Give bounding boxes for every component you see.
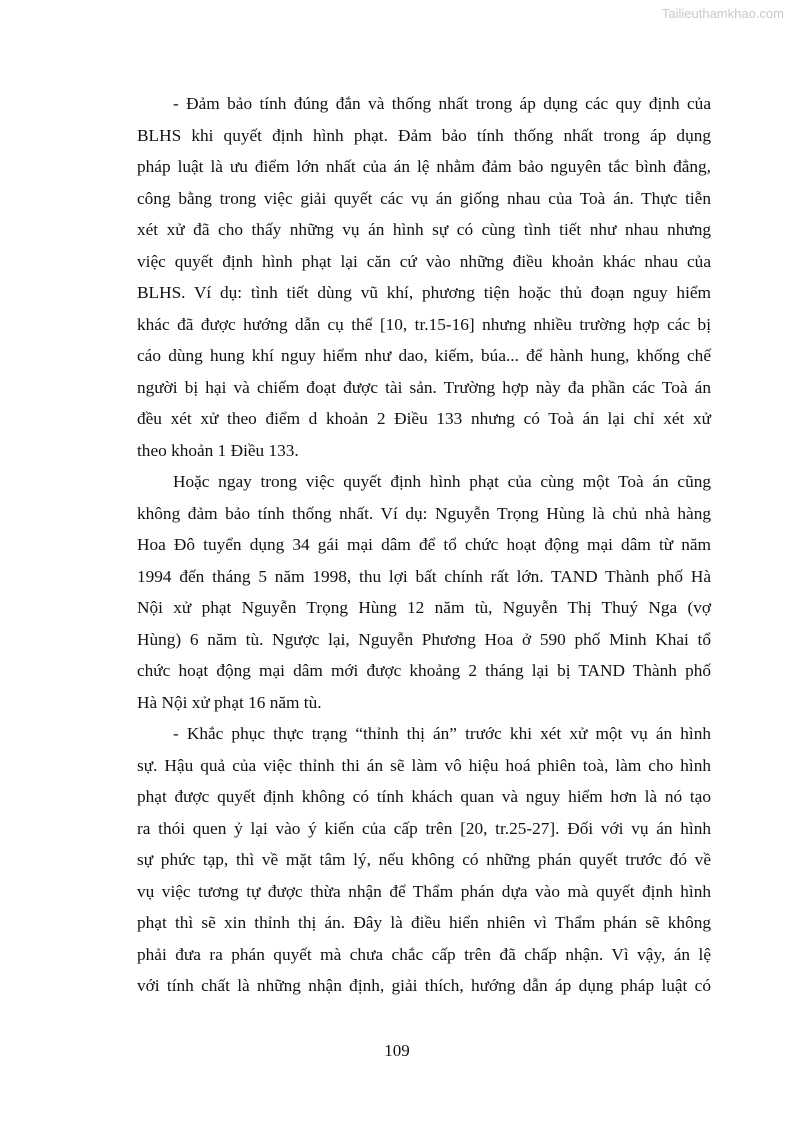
text-line: BLHS. Ví dụ: tình tiết dùng vũ khí, phương tiện hoặc thủ đoạn nguy hiểm xyxy=(137,283,711,302)
text-line: Hùng) 6 năm tù. Ngược lại, Nguyễn Phương Hoa ở 590 phố Minh Khai tổ xyxy=(137,629,711,649)
text-line: Hoa Đô tuyển dụng 34 gái mại dâm để tổ chức hoạt động mại dâm từ năm xyxy=(137,535,711,554)
text-line: Hoặc ngay trong việc quyết định hình phạt của cùng một Toà án cũng xyxy=(173,472,711,491)
text-line: người bị hại và chiếm đoạt được tài sản. Trường hợp này đa phần các Toà án xyxy=(137,377,711,397)
text-line: sự. Hậu quả của việc thỉnh thi án sẽ làm vô hiệu hoá phiên toà, làm cho hình xyxy=(137,755,711,775)
text-line: công bằng trong việc giải quyết các vụ án giống nhau của Toà án. Thực tiễn xyxy=(137,188,711,208)
text-line: khác đã được hướng dẫn cụ thể [10, tr.15-16] nhưng nhiều trường hợp các bị xyxy=(137,314,711,334)
text-line: xét xử đã cho thấy những vụ án hình sự có cùng tình tiết như nhau nhưng xyxy=(137,220,711,239)
text-line: đều xét xử theo điểm d khoản 2 Điều 133 nhưng có Toà án lại chỉ xét xử xyxy=(137,409,711,428)
text-line: cáo dùng hung khí nguy hiểm như dao, kiếm, búa... để hành hung, khống chế xyxy=(137,346,711,365)
text-line: 1994 đến tháng 5 năm 1998, thu lợi bất chính rất lớn. TAND Thành phố Hà xyxy=(137,566,711,586)
text-line: ra thói quen ỷ lại vào ý kiến của cấp trên [20, tr.25-27]. Đối với vụ án hình xyxy=(137,818,711,838)
text-line: phạt được quyết định không có tính khách quan và nguy hiểm hơn là nó tạo xyxy=(137,787,711,806)
text-line: Nội xử phạt Nguyễn Trọng Hùng 12 năm tù, Nguyễn Thị Thuý Nga (vợ xyxy=(137,598,711,617)
text-line: không đảm bảo tính thống nhất. Ví dụ: Nguyễn Trọng Hùng là chủ nhà hàng xyxy=(137,503,711,523)
text-line: - Khắc phục thực trạng “thỉnh thị án” trước khi xét xử một vụ án hình xyxy=(173,724,711,743)
watermark: Tailieuthamkhao.com xyxy=(661,6,784,21)
paragraph xyxy=(137,718,711,1002)
text-line: - Đảm bảo tính đúng đắn và thống nhất trong áp dụng các quy định của xyxy=(173,94,711,113)
text-line: với tính chất là những nhận định, giải thích, hướng dẫn áp dụng pháp luật có xyxy=(137,976,711,995)
text-line: theo khoản 1 Điều 133. xyxy=(137,440,299,460)
paragraph xyxy=(137,88,711,466)
page-number: 109 xyxy=(384,1041,410,1060)
text-line: phạt thì sẽ xin thỉnh thị án. Đây là điều hiển nhiên vì Thẩm phán sẽ không xyxy=(137,913,711,932)
text-line: pháp luật là ưu điểm lớn nhất của án lệ nhằm đảm bảo nguyên tắc bình đẳng, xyxy=(137,157,711,176)
text-line: sự phức tạp, thì về mặt tâm lý, nếu không có những phán quyết trước đó về xyxy=(137,850,711,869)
text-line: phải đưa ra phán quyết mà chưa chắc cấp trên đã chấp nhận. Vì vậy, án lệ xyxy=(137,944,711,964)
text-line: BLHS khi quyết định hình phạt. Đảm bảo tính thống nhất trong áp dụng xyxy=(137,125,711,145)
text-line: việc quyết định hình phạt lại căn cứ vào những điều khoản khác nhau của xyxy=(137,251,711,271)
text-line: Hà Nội xử phạt 16 năm tù. xyxy=(137,692,322,712)
document-body xyxy=(137,88,711,1002)
paragraph xyxy=(137,466,711,718)
text-line: chức hoạt động mại dâm mới được khoảng 2 tháng lại bị TAND Thành phố xyxy=(137,661,711,680)
text-line: vụ việc tương tự được thừa nhận để Thẩm phán dựa vào mà quyết định hình xyxy=(137,881,711,901)
